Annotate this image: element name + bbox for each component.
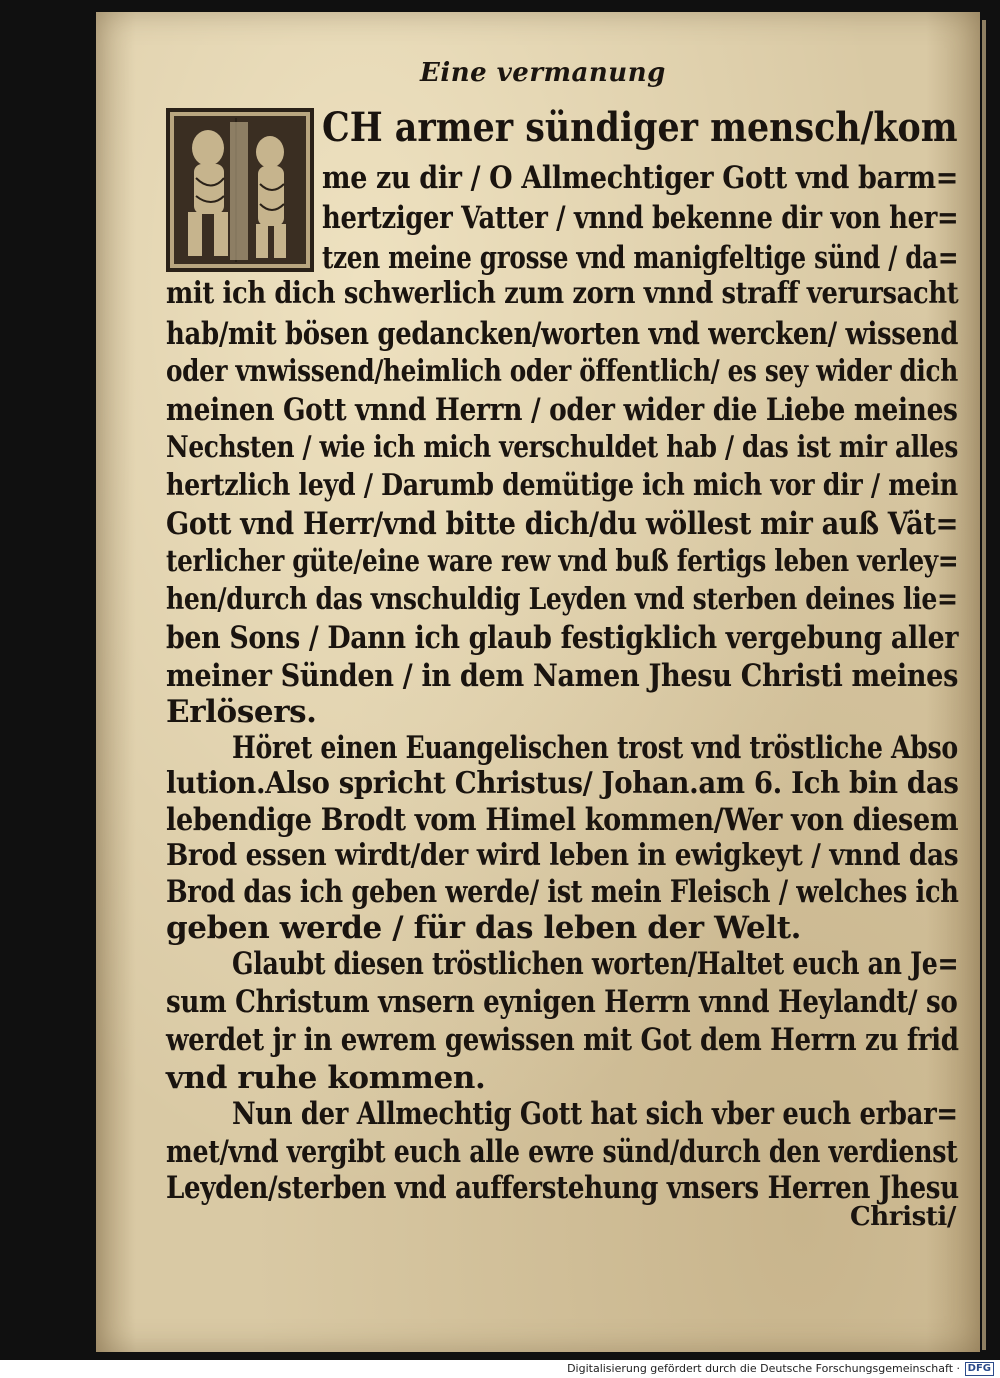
decorated-initial-woodcut [166, 108, 314, 272]
page-edge [982, 20, 986, 1350]
text-line-28: met/vnd vergibt euch alle ewre sünd/durch den verdienst [166, 1134, 958, 1170]
text-line-9: Nechsten / wie ich mich verschuldet hab / das ist mir alles [166, 430, 959, 465]
text-line-18: lution.Also spricht Christus/ Johan.am 6. Ich bin das [166, 766, 959, 801]
text-line-22: geben werde / für das leben der Welt. [166, 910, 802, 946]
text-line-16: Erlösers. [166, 694, 317, 730]
text-line-14: ben Sons / Dann ich glaub festigklich vergebung aller [166, 620, 959, 656]
text-line-10: hertzlich leyd / Darumb demütige ich mich vor dir / mein [166, 468, 958, 503]
text-line-8: meinen Gott vnnd Herrn / oder wider die Liebe meines [166, 392, 958, 428]
text-line-12: terlicher güte/eine ware rew vnd buß fertigs leben verley= [166, 544, 959, 579]
text-line-25: werdet jr in ewrem gewissen mit Got dem Herrn zu frid [166, 1022, 959, 1058]
text-line-2: me zu dir / O Allmechtiger Gott vnd barm= [322, 160, 958, 196]
text-line-7: oder vnwissend/heimlich oder öffentlich/ es sey wider dich [166, 354, 958, 389]
text-line-29: Leyden/sterben vnd aufferstehung vnsers Herren Jhesu [166, 1170, 959, 1206]
text-line-11: Gott vnd Herr/vnd bitte dich/du wöllest mir auß Vät= [166, 506, 959, 542]
catchword: Christi/ [850, 1202, 956, 1232]
text-line-19: lebendige Brodt vom Himel kommen/Wer von diesem [166, 802, 959, 838]
text-line-15: meiner Sünden / in dem Namen Jhesu Christi meines [166, 658, 959, 694]
running-header: Eine vermanung [420, 58, 666, 88]
text-line-5: mit ich dich schwerlich zum zorn vnnd straff verursacht [166, 276, 959, 311]
text-line-27: Nun der Allmechtig Gott hat sich vber euch erbar= [232, 1096, 958, 1132]
text-line-1: CH armer sündiger mensch/kom [322, 104, 958, 151]
text-line-13: hen/durch das vnschuldig Leyden vnd sterben deines lie= [166, 582, 958, 617]
text-line-24: sum Christum vnsern eynigen Herrn vnnd Heylandt/ so [166, 984, 958, 1020]
text-line-21: Brod das ich geben werde/ ist mein Fleisch / welches ich [166, 874, 959, 910]
funding-credit: Digitalisierung gefördert durch die Deutsche Forschungsgemeinschaft · [567, 1362, 960, 1375]
text-line-3: hertziger Vatter / vnnd bekenne dir von her= [322, 200, 959, 236]
text-line-20: Brod essen wirdt/der wird leben in ewigkeyt / vnnd das [166, 838, 959, 873]
text-line-26: vnd ruhe kommen. [166, 1060, 486, 1096]
dfg-logo: DFG [965, 1362, 994, 1376]
text-line-4: tzen meine grosse vnd manigfeltige sünd / da= [322, 240, 959, 276]
text-line-6: hab/mit bösen gedancken/worten vnd wercken/ wissend [166, 316, 959, 352]
text-line-23: Glaubt diesen tröstlichen worten/Haltet euch an Je= [232, 946, 959, 982]
text-line-17: Höret einen Euangelischen trost vnd tröstliche Abso [232, 730, 958, 766]
